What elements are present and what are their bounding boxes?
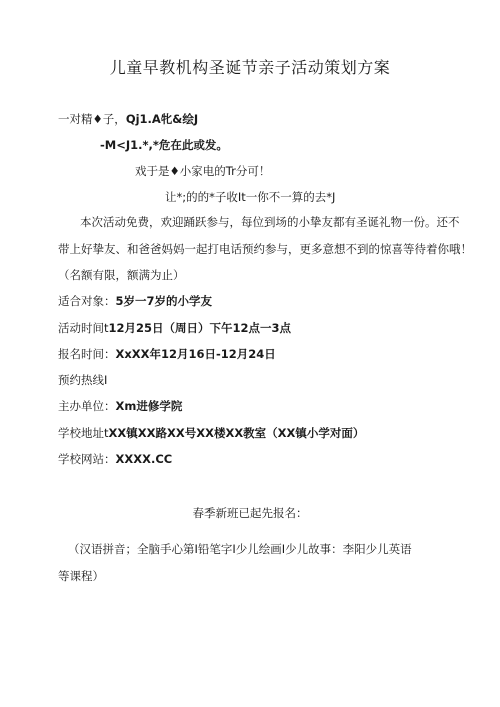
info-label: 预约热线I (58, 373, 108, 387)
info-label: 报名时间： (58, 347, 116, 361)
intro-line-1-prefix: 一对精♦子， (58, 112, 126, 126)
info-organizer (58, 398, 182, 414)
intro-line-4-text: 让*;的的*子收It一你不一算的去*J (165, 190, 336, 204)
spring-enrollment-heading: 春季新班已起先报名： (192, 506, 308, 520)
intro-line-2 (100, 137, 228, 153)
info-registration-time (58, 346, 276, 362)
courses-line-1: （汉语拼音；全脑手心第I铅笔字I少儿绘画I少儿故事：李阳少儿英语 (68, 542, 412, 556)
info-value: Xm进修学院 (115, 399, 183, 413)
intro-line-3-text: 戏于是♦小家电的Tr分可！ (135, 164, 271, 178)
info-value: XXXX.CC (115, 452, 173, 466)
intro-line-4 (165, 189, 335, 205)
intro-line-1 (58, 111, 198, 127)
info-value: 12月25日（周日）下午12点一3点 (108, 321, 292, 335)
intro-line-1-bold: Qj1.A牝&绘J (125, 112, 199, 126)
info-label: 适合对象： (58, 294, 116, 308)
info-activity-time (58, 320, 291, 336)
info-value: XX镇XX路XX号XX楼XX教室（XX镇小学对面） (108, 426, 365, 440)
info-value: XxXX年12月16日-12月24日 (115, 347, 276, 361)
info-school-website (58, 451, 172, 467)
info-label: 学校地址t (58, 426, 109, 440)
body-paragraph-line-3: （名额有限，额满为止） (58, 268, 185, 282)
courses-line-2: 等课程） (58, 569, 104, 583)
info-label: 学校网站： (58, 452, 116, 466)
info-school-address (58, 425, 364, 441)
body-paragraph-line-2: 带上好挚友、和爸爸妈妈一起打电话预约参与，更多意想不到的惊喜等待着你哦！ (58, 242, 472, 256)
intro-line-3 (135, 163, 270, 179)
info-value: 5岁一7岁的小学友 (115, 294, 213, 308)
info-label: 活动时间t (58, 321, 109, 335)
page-title: 儿童早教机构圣诞节亲子活动策划方案 (109, 58, 391, 77)
info-label: 主办单位： (58, 399, 116, 413)
info-hotline (58, 372, 107, 388)
info-target-audience (58, 293, 212, 309)
intro-line-2-bold: -M<J1.*,*危在此或发。 (100, 138, 228, 152)
body-paragraph-line-1: 本次活动免费，欢迎踊跃参与，每位到场的小挚友都有圣诞礼物一份。还不 (80, 215, 460, 229)
